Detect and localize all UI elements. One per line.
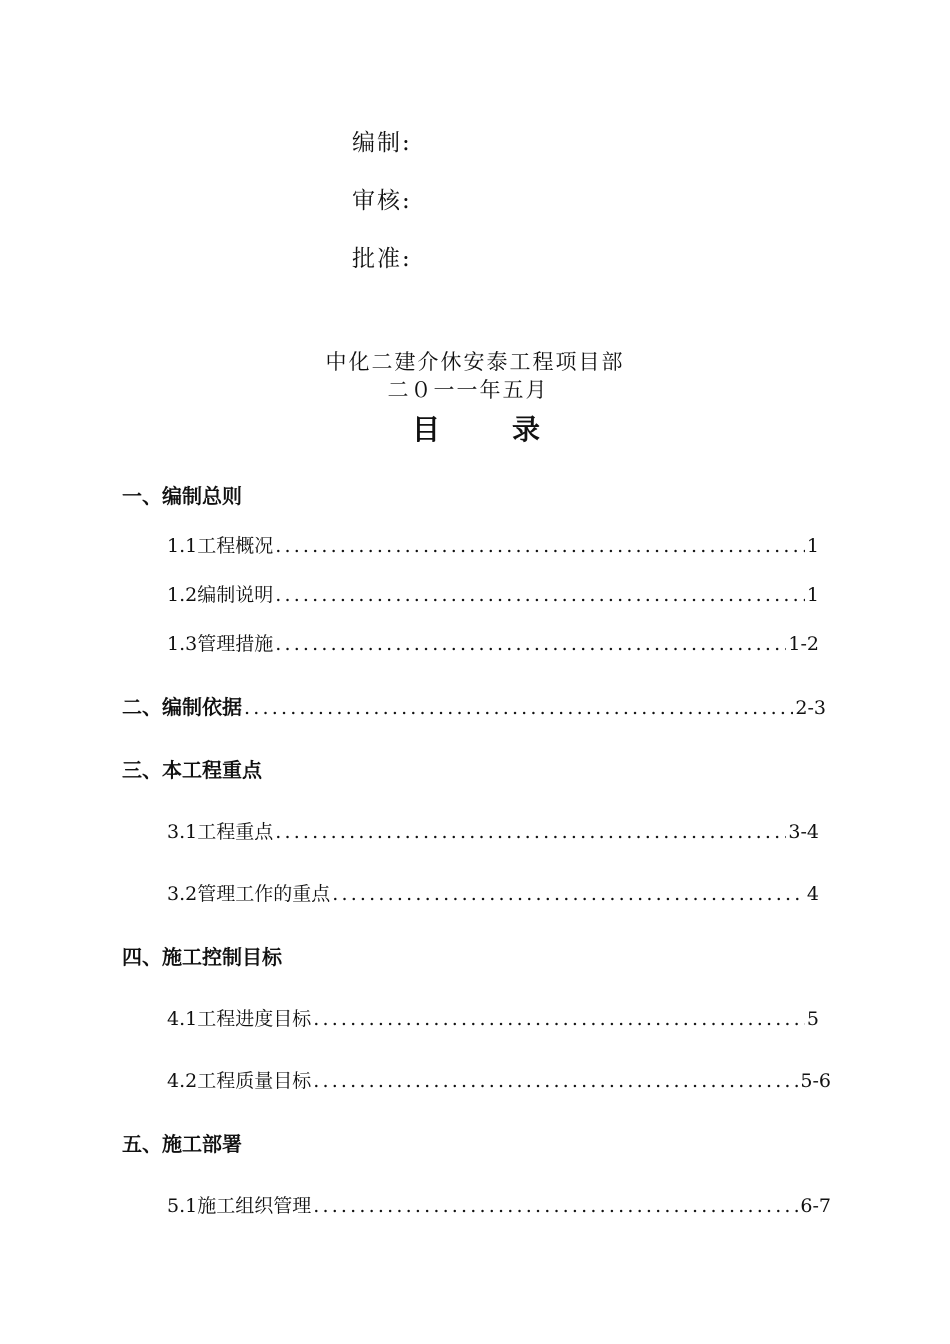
toc-leader-dots — [275, 633, 786, 655]
toc-label: 3.2管理工作的重点 — [167, 883, 331, 905]
toc-label: 4.2工程质量目标 — [167, 1070, 312, 1092]
toc-page-number: 1 — [806, 584, 819, 606]
toc-label: 一、编制总则 — [122, 484, 242, 508]
toc-entry-1-2[interactable] — [167, 580, 819, 607]
toc-page-number: 5 — [806, 1008, 819, 1030]
toc-label: 五、施工部署 — [122, 1132, 242, 1156]
toc-page-number: 3-4 — [788, 821, 819, 843]
toc-entry-4-1[interactable] — [167, 1004, 819, 1031]
toc-label: 5.1施工组织管理 — [167, 1195, 312, 1217]
toc-entry-1-3[interactable] — [167, 629, 819, 656]
toc-title-right: 录 — [512, 413, 541, 446]
toc-label: 4.1工程进度目标 — [167, 1008, 312, 1030]
toc-leader-dots — [275, 584, 805, 606]
toc-title-left: 目 — [412, 413, 441, 446]
toc-label: 1.3管理措施 — [167, 633, 274, 655]
approve-label: 批准: — [352, 246, 412, 272]
compile-label: 编制: — [352, 130, 412, 156]
toc-leader-dots — [275, 821, 786, 843]
toc-label: 3.1工程重点 — [167, 821, 274, 843]
toc-section-1[interactable] — [122, 480, 242, 509]
toc-leader-dots — [332, 883, 805, 905]
toc-leader-dots — [313, 1008, 805, 1030]
toc-leader-dots — [313, 1070, 798, 1092]
toc-section-5[interactable] — [122, 1128, 242, 1157]
toc-leader-dots — [244, 697, 793, 719]
toc-title — [412, 408, 540, 448]
toc-page-number: 2-3 — [795, 697, 826, 719]
toc-page-number: 6-7 — [800, 1195, 831, 1217]
toc-leader-dots — [313, 1195, 798, 1217]
toc-label: 二、编制依据 — [122, 695, 242, 719]
toc-leader-dots — [275, 535, 805, 557]
organization-name: 中化二建介休安泰工程项目部 — [325, 350, 625, 374]
review-label: 审核: — [352, 188, 412, 214]
toc-entry-5-1[interactable] — [167, 1191, 831, 1218]
toc-label: 1.2编制说明 — [167, 584, 274, 606]
toc-label: 1.1工程概况 — [167, 535, 274, 557]
toc-entry-1-1[interactable] — [167, 531, 819, 558]
toc-entry-3-2[interactable] — [167, 879, 819, 906]
toc-section-2[interactable] — [122, 691, 826, 720]
toc-label: 三、本工程重点 — [122, 758, 262, 782]
toc-section-4[interactable] — [122, 941, 282, 970]
toc-entry-3-1[interactable] — [167, 817, 819, 844]
toc-entry-4-2[interactable] — [167, 1066, 831, 1093]
document-date: 二０一一年五月 — [387, 378, 549, 402]
toc-page-number: 1 — [806, 535, 819, 557]
toc-page-number: 4 — [806, 883, 819, 905]
toc-page-number: 5-6 — [800, 1070, 831, 1092]
toc-page-number: 1-2 — [788, 633, 819, 655]
toc-label: 四、施工控制目标 — [122, 945, 282, 969]
toc-section-3[interactable] — [122, 754, 262, 783]
